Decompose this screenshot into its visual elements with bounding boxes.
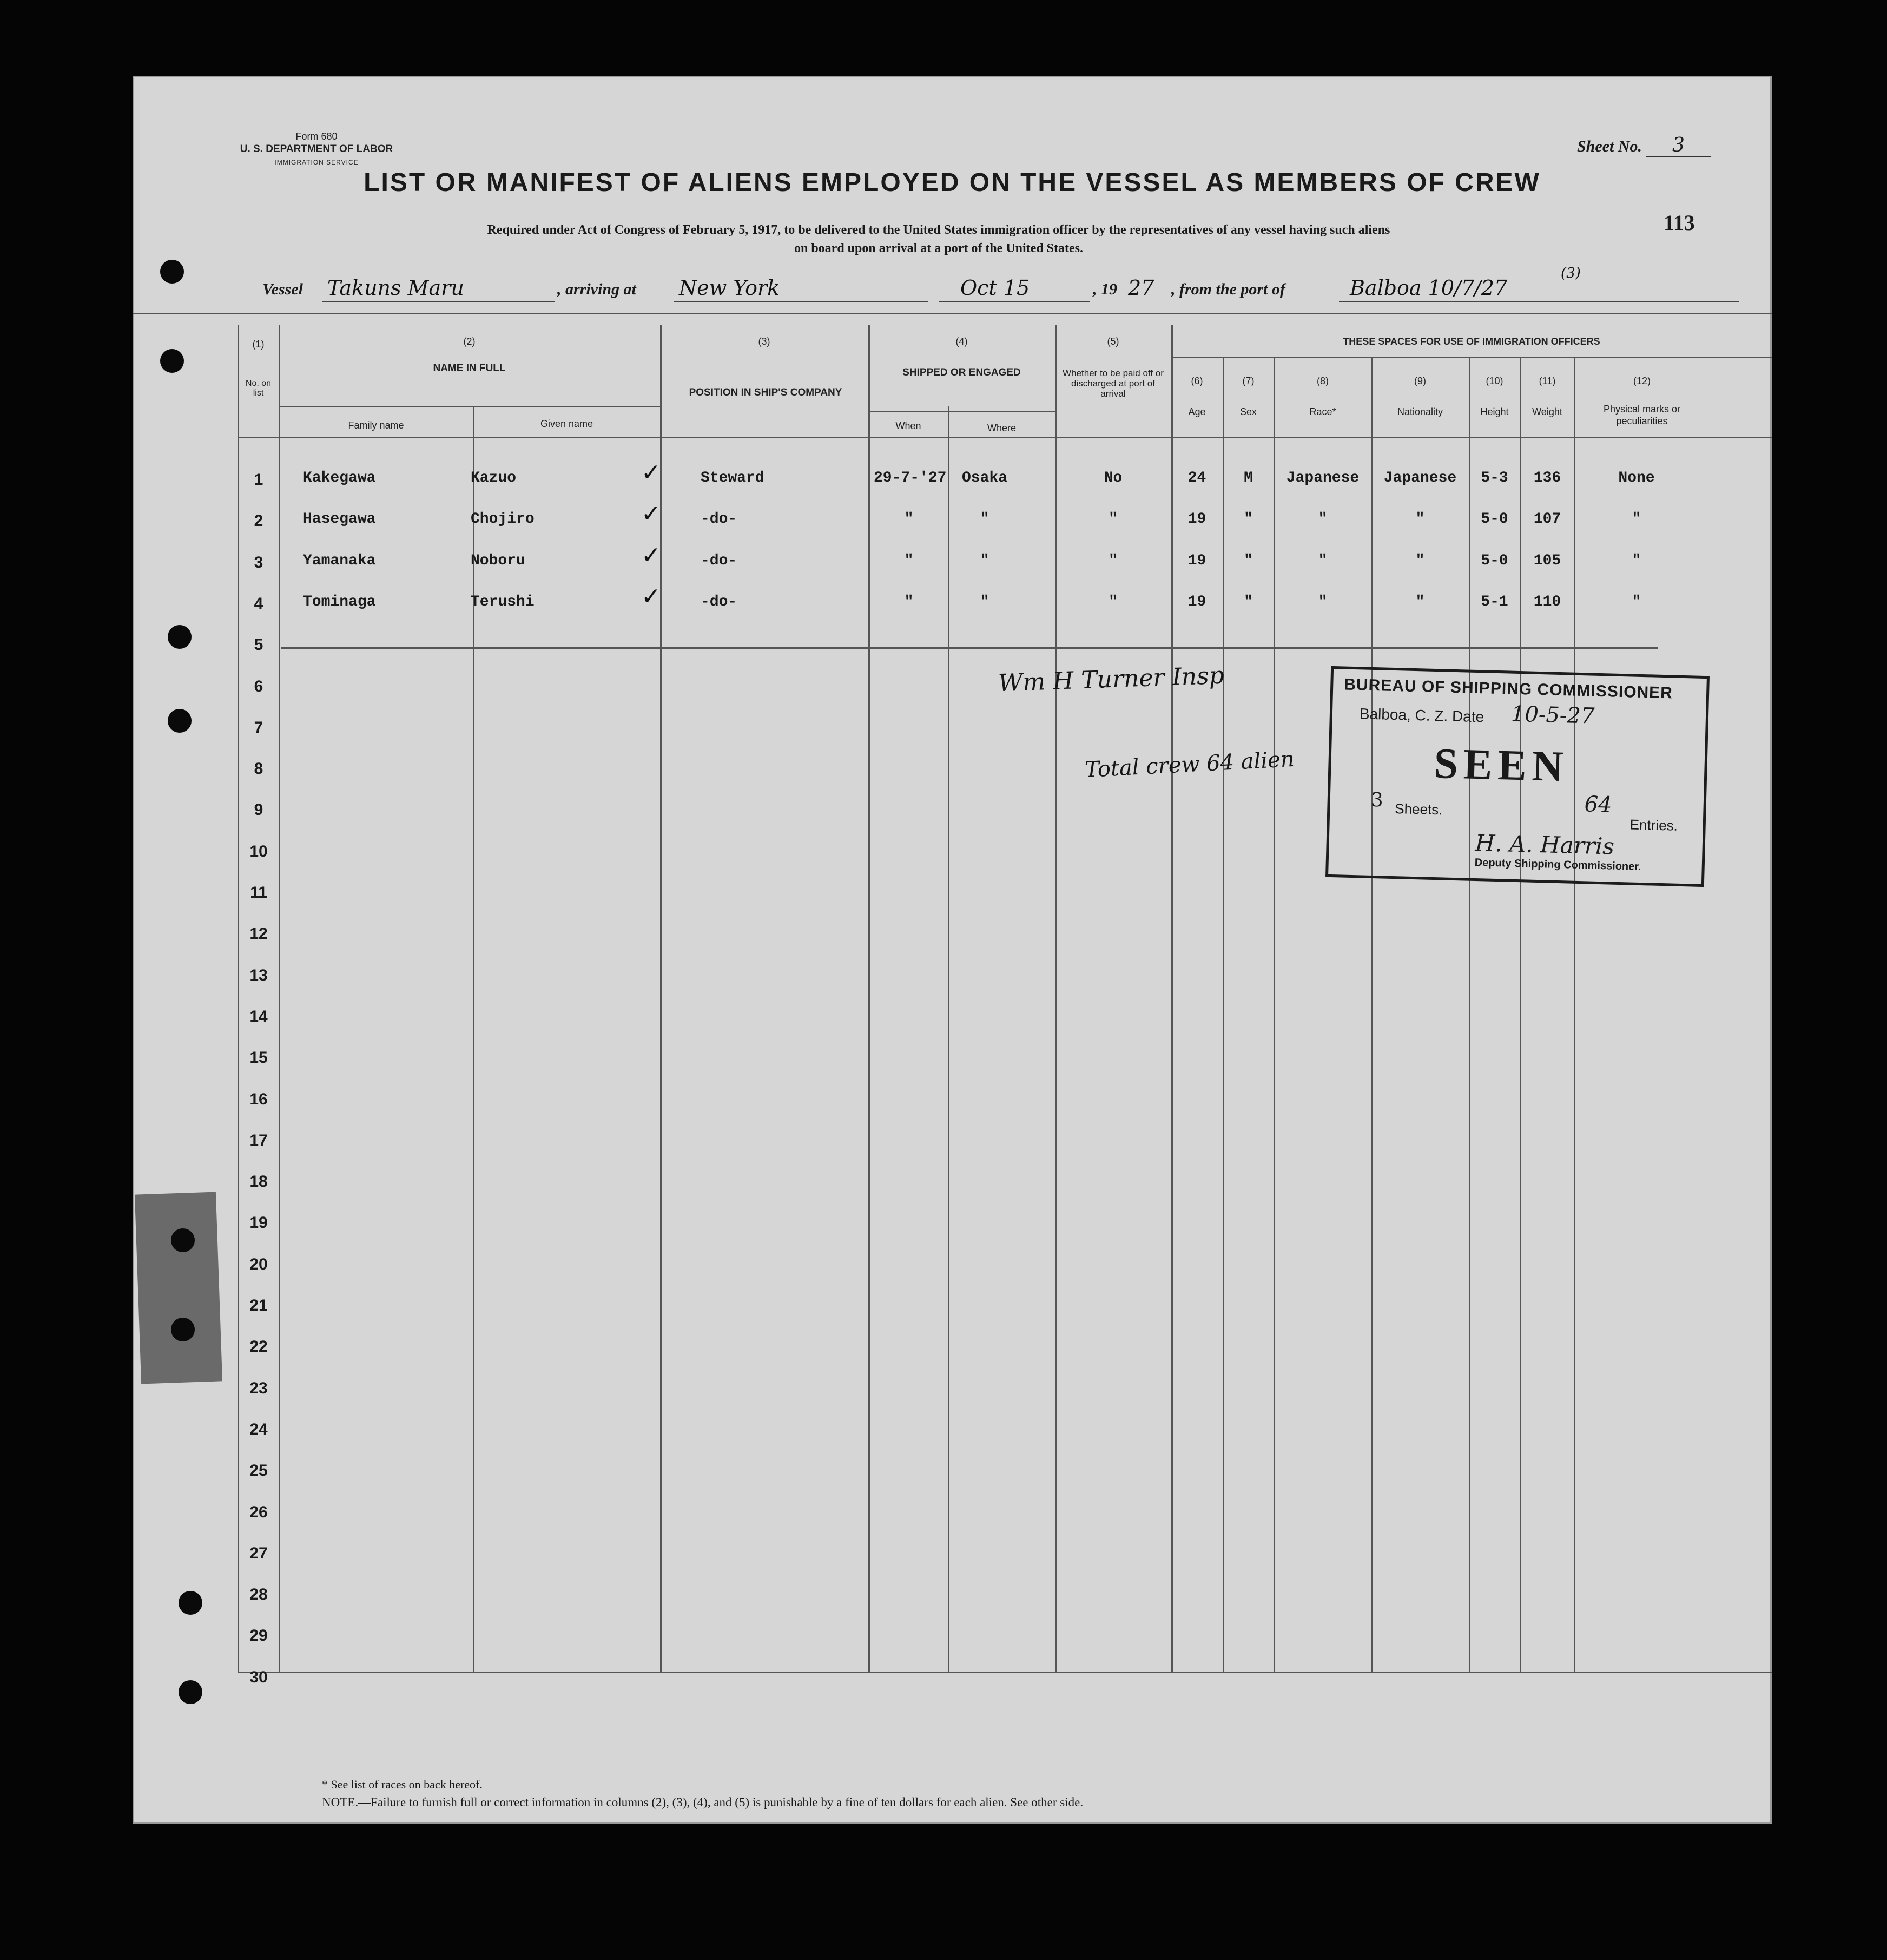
cell-height: 5-1	[1481, 593, 1508, 610]
total-crew-note: Total crew 64 alien	[1084, 746, 1295, 783]
cell-shipped-where: "	[980, 511, 989, 528]
col-11-number: (11)	[1539, 376, 1556, 386]
cell-shipped-where: "	[980, 552, 989, 569]
checkmark-icon: ✓	[641, 459, 661, 486]
cell-shipped-when: "	[904, 511, 914, 528]
cell-family-name: Yamanaka	[303, 552, 376, 569]
cell-position: Steward	[701, 470, 764, 486]
binding-hole	[171, 1318, 195, 1341]
col-sex: Sex	[1239, 406, 1257, 417]
cell-sex: M	[1244, 470, 1253, 486]
row-number: 14	[249, 1007, 268, 1025]
cell-weight: 105	[1533, 552, 1561, 569]
cell-given-name: Kazuo	[471, 470, 517, 486]
row-number: 27	[249, 1544, 268, 1562]
binding-hole	[179, 1680, 202, 1704]
col-weight: Weight	[1532, 406, 1562, 417]
cell-race: Japanese	[1286, 470, 1360, 486]
year-prefix: , 19	[1093, 280, 1117, 298]
sheet-label: Sheet No.	[1577, 137, 1642, 155]
col-5-number: (5)	[1107, 336, 1119, 347]
stamp-date: 10-5-27	[1510, 701, 1595, 729]
cell-nationality: "	[1415, 511, 1425, 528]
row-number: 22	[249, 1338, 268, 1356]
col-5-title: Whether to be paid off or discharged at port of arrival	[1063, 368, 1164, 399]
cell-paid-off: "	[1109, 552, 1118, 569]
sheet-value: 3	[1646, 134, 1711, 157]
col-4-title: SHIPPED OR ENGAGED	[902, 367, 1021, 378]
cell-physical-marks: "	[1632, 593, 1641, 610]
subtitle-line-2: on board upon arrival at a port of the United States.	[794, 241, 1083, 255]
cell-age: 19	[1187, 552, 1206, 569]
col-age: Age	[1188, 406, 1206, 417]
binding-hole	[168, 625, 192, 649]
arrival-date: Oct 15	[960, 276, 1030, 300]
cell-nationality: Japanese	[1383, 470, 1457, 486]
stamp-signature: H. A. Harris	[1475, 830, 1615, 860]
from-port-label: , from the port of	[1171, 280, 1285, 298]
form-identifier	[235, 130, 398, 169]
row-number: 9	[254, 801, 263, 819]
stamp-bureau: BUREAU OF SHIPPING COMMISSIONER	[1343, 675, 1673, 702]
col-6-number: (6)	[1191, 376, 1203, 386]
cell-nationality: "	[1415, 593, 1425, 610]
cell-shipped-where: "	[980, 593, 989, 610]
manifest-sheet	[133, 76, 1772, 1824]
cell-position: -do-	[701, 593, 737, 610]
arrival-port: New York	[679, 276, 780, 300]
cell-family-name: Kakegawa	[303, 470, 376, 486]
cell-shipped-when: "	[904, 552, 914, 569]
stamp-sheets-value: 3	[1370, 788, 1384, 812]
col-3-number: (3)	[758, 336, 770, 347]
races-footnote: * See list of races on back hereof.	[322, 1778, 483, 1791]
cell-weight: 136	[1533, 470, 1561, 486]
cell-height: 5-0	[1481, 511, 1508, 528]
col-when: When	[895, 420, 921, 431]
page-number: 113	[1664, 211, 1695, 235]
row-number: 7	[254, 718, 263, 736]
stamp-sheets-label: Sheets.	[1394, 800, 1443, 818]
col-10-number: (10)	[1486, 376, 1503, 386]
row-number: 29	[249, 1627, 268, 1645]
cell-position: -do-	[701, 511, 737, 528]
row-number: 16	[249, 1090, 268, 1108]
cell-age: 19	[1187, 593, 1206, 610]
stamp-entries-value: 64	[1584, 792, 1613, 818]
col-2-number: (2)	[463, 336, 476, 347]
arrival-year: 27	[1128, 276, 1154, 300]
stamp-place: Balboa, C. Z. Date	[1359, 705, 1484, 726]
cell-sex: "	[1244, 593, 1253, 610]
col-race: Race*	[1309, 406, 1336, 417]
vessel-line	[262, 265, 1739, 303]
document-subtitle	[241, 221, 1637, 258]
cell-physical-marks: "	[1632, 511, 1641, 528]
cell-race: "	[1318, 593, 1328, 610]
col-9-number: (9)	[1414, 376, 1426, 386]
row-number: 24	[249, 1420, 268, 1438]
cell-family-name: Hasegawa	[303, 511, 376, 528]
row-number: 17	[249, 1131, 268, 1149]
row-number: 26	[249, 1503, 268, 1521]
cell-age: 19	[1187, 511, 1206, 528]
binding-hole	[179, 1591, 202, 1615]
inspector-signature: Wm H Turner Insp	[998, 661, 1225, 698]
service-name: IMMIGRATION SERVICE	[274, 159, 359, 166]
row-number: 10	[249, 842, 268, 860]
departure-note: (3)	[1561, 265, 1581, 281]
row-number: 20	[249, 1255, 268, 1273]
row-number: 5	[254, 636, 263, 654]
form-number: Form 680	[295, 131, 338, 142]
row-number: 23	[249, 1379, 268, 1397]
checkmark-icon: ✓	[641, 500, 661, 528]
cell-physical-marks: None	[1618, 470, 1655, 486]
cell-paid-off: No	[1104, 470, 1123, 486]
col-height: Height	[1480, 406, 1509, 417]
stamp-deputy-title: Deputy Shipping Commissioner.	[1474, 856, 1641, 873]
cell-race: "	[1318, 511, 1328, 528]
col-7-number: (7)	[1242, 376, 1255, 386]
cell-sex: "	[1244, 511, 1253, 528]
cell-race: "	[1318, 552, 1328, 569]
cell-sex: "	[1244, 552, 1253, 569]
col-nationality: Nationality	[1397, 406, 1443, 417]
col-8-number: (8)	[1317, 376, 1329, 386]
cell-given-name: Noboru	[471, 552, 525, 569]
col-physical-marks: Physical marks or peculiarities	[1603, 404, 1681, 426]
binding-hole	[160, 260, 184, 284]
cell-shipped-when: 29-7-'27	[874, 470, 947, 486]
cell-weight: 110	[1533, 593, 1561, 610]
cell-shipped-when: "	[904, 593, 914, 610]
document-title: LIST OR MANIFEST OF ALIENS EMPLOYED ON THE VESSEL AS MEMBERS OF CREW	[364, 168, 1541, 197]
vessel-label: Vessel	[262, 280, 303, 298]
col-12-number: (12)	[1633, 376, 1651, 386]
sheet-number	[1577, 134, 1711, 157]
stamp-entries-label: Entries.	[1629, 816, 1678, 834]
cell-weight: 107	[1533, 511, 1561, 528]
cell-position: -do-	[701, 552, 737, 569]
cell-family-name: Tominaga	[303, 593, 376, 610]
binding-hole	[171, 1228, 195, 1252]
row-number: 18	[249, 1173, 268, 1191]
vessel-name: Takuns Maru	[327, 276, 464, 300]
cell-given-name: Terushi	[471, 593, 535, 610]
col-1-title: No. on list	[245, 379, 272, 398]
row-number: 3	[254, 553, 263, 571]
row-number: 2	[254, 512, 263, 530]
binding-hole	[160, 349, 184, 373]
binding-tape	[135, 1192, 222, 1384]
row-number: 1	[254, 471, 263, 489]
department-name: U. S. DEPARTMENT OF LABOR	[240, 143, 393, 155]
binding-hole	[168, 709, 192, 733]
row-number: 25	[249, 1462, 268, 1480]
row-number: 6	[254, 677, 263, 695]
col-where: Where	[987, 423, 1016, 433]
row-number: 30	[249, 1668, 268, 1686]
row-number: 12	[249, 925, 268, 943]
checkmark-icon: ✓	[641, 582, 661, 610]
cell-shipped-where: Osaka	[961, 470, 1007, 486]
row-number: 4	[254, 594, 263, 613]
stamp-seen: SEEN	[1433, 739, 1569, 791]
departure-port: Balboa 10/7/27	[1350, 276, 1508, 300]
row-number: 11	[250, 884, 267, 902]
row-number: 8	[254, 760, 263, 778]
officers-section-title: THESE SPACES FOR USE OF IMMIGRATION OFFICERS	[1343, 336, 1600, 347]
col-family-name: Family name	[348, 420, 404, 431]
col-1-number: (1)	[252, 339, 265, 350]
cell-height: 5-3	[1481, 470, 1508, 486]
row-number: 21	[249, 1297, 268, 1314]
cell-physical-marks: "	[1632, 552, 1641, 569]
cell-paid-off: "	[1109, 593, 1118, 610]
col-4-number: (4)	[955, 336, 968, 347]
cell-given-name: Chojiro	[471, 511, 535, 528]
col-given-name: Given name	[540, 418, 593, 429]
col-2-title: NAME IN FULL	[433, 363, 506, 374]
arriving-label: , arriving at	[557, 280, 636, 298]
checkmark-icon: ✓	[641, 541, 661, 569]
penalty-note: NOTE.—Failure to furnish full or correct information in columns (2), (3), (4), and (5) is punishable by a fine of ten dollars for each alien. See other side.	[322, 1795, 1084, 1809]
subtitle-line-1: Required under Act of Congress of February 5, 1917, to be delivered to the United States immigration officer by the representatives of any vessel having such aliens	[487, 223, 1390, 237]
shipping-commissioner-stamp	[1325, 666, 1710, 887]
row-number: 13	[249, 966, 268, 984]
cell-age: 24	[1187, 470, 1206, 486]
cell-nationality: "	[1415, 552, 1425, 569]
row-number: 28	[249, 1586, 268, 1604]
col-3-title: POSITION IN SHIP'S COMPANY	[689, 387, 842, 398]
row-number: 19	[249, 1214, 268, 1232]
cell-height: 5-0	[1481, 552, 1508, 569]
cell-paid-off: "	[1109, 511, 1118, 528]
row-number: 15	[249, 1049, 268, 1067]
